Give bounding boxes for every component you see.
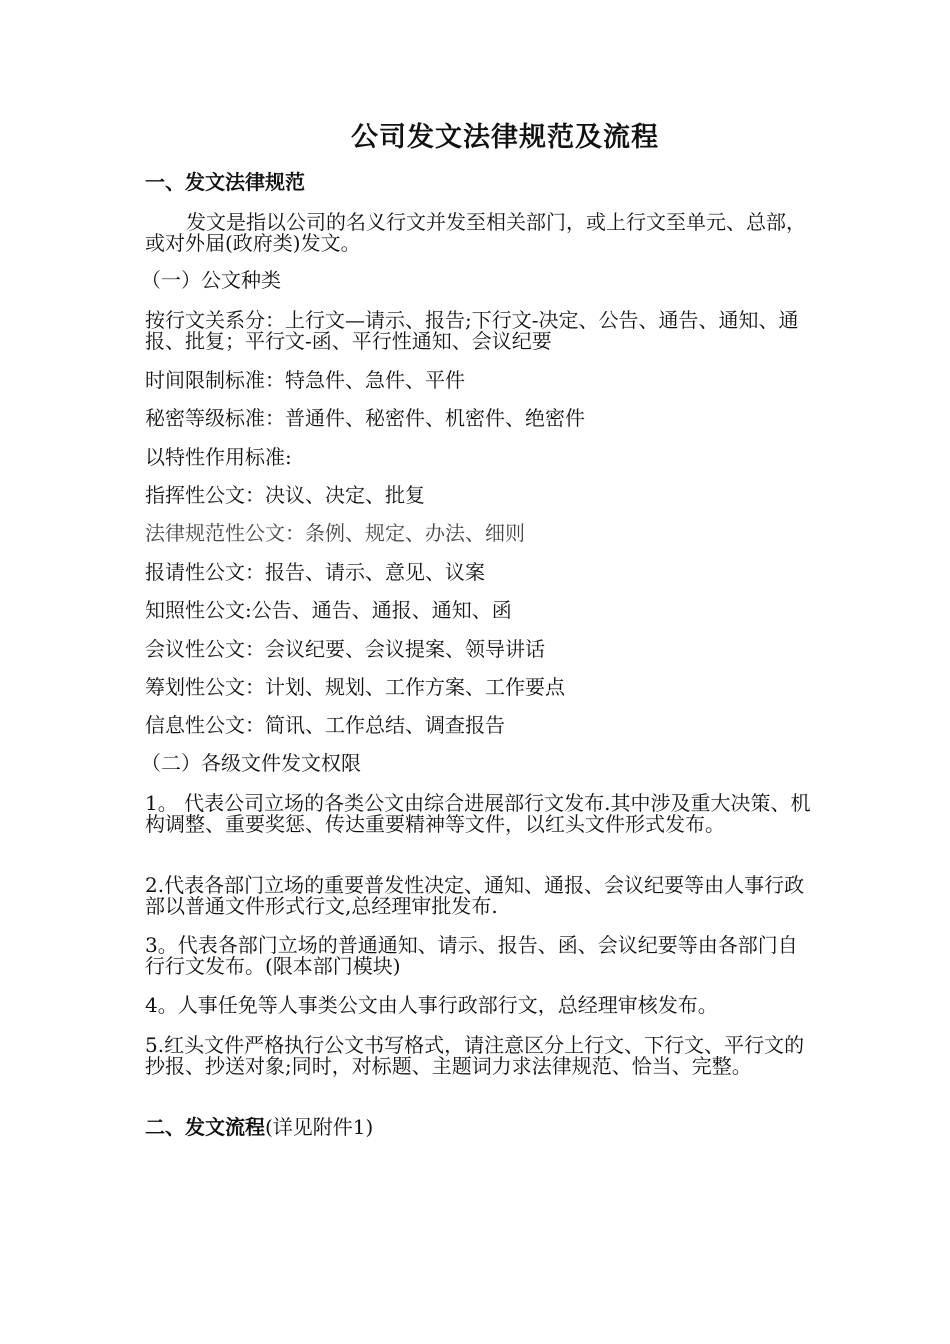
category-item-command: 指挥性公文：决议、决定、批复 [145, 483, 425, 507]
authority-item-5: 5.红头文件严格执行公文书写格式，请注意区分上行文、下行文、平行文的抄报、抄送对象;同时，对标题、主题词力求法律规范、恰当、完整。 [145, 1033, 805, 1078]
authority-item-3: 3。代表各部门立场的普通通知、请示、报告、函、会议纪要等由各部门自行行文发布。(限本部门模块) [145, 933, 798, 978]
document-title: 公司发文法律规范及流程 [351, 122, 659, 153]
category-item-time: 时间限制标准：特急件、急件、平件 [145, 368, 465, 392]
authority-item-2: 2.代表各部门立场的重要普发性决定、通知、通报、会议纪要等由人事行政部以普通文件形式行文,总经理审批发布. [145, 873, 805, 918]
section2-heading: 二、发文流程 [145, 1115, 265, 1139]
sub2-heading: （二）各级文件发文权限 [141, 751, 361, 775]
category-item-info: 信息性公文：简讯、工作总结、调查报告 [145, 713, 505, 737]
category-item-legal: 法律规范性公文：条例、规定、办法、细则 [145, 521, 525, 545]
section2-line [145, 1117, 815, 1138]
sub1-heading: （一）公文种类 [141, 268, 281, 292]
authority-item-1: 1。 代表公司立场的各类公文由综合进展部行文发布.其中涉及重大决策、机构调整、重要奖惩、传达重要精神等文件，以红头文件形式发布。 [145, 791, 811, 836]
category-item-notice: 知照性公文:公告、通告、通报、通知、函 [145, 598, 512, 622]
section1-heading: 一、发文法律规范 [145, 170, 305, 194]
category-item-request: 报请性公文：报告、请示、意见、议案 [145, 560, 485, 584]
category-item-relation: 按行文关系分：上行文—请示、报告;下行文-决定、公告、通告、通知、通报、批复；平行文-函、平行性通知、会议纪要 [145, 308, 799, 353]
section1-intro: 发文是指以公司的名义行文并发至相关部门，或上行文至单元、总部，或对外届(政府类)发文。 [145, 210, 806, 255]
category-item-feature: 以特性作用标准: [145, 445, 292, 469]
category-item-meeting: 会议性公文：会议纪要、会议提案、领导讲话 [145, 637, 545, 661]
category-item-planning: 筹划性公文：计划、规划、工作方案、工作要点 [145, 675, 565, 699]
authority-item-4: 4。人事任免等人事类公文由人事行政部行文，总经理审核发布。 [145, 993, 718, 1017]
section2-note: (详见附件1) [265, 1115, 374, 1139]
category-item-secret: 秘密等级标准：普通件、秘密件、机密件、绝密件 [145, 406, 585, 430]
